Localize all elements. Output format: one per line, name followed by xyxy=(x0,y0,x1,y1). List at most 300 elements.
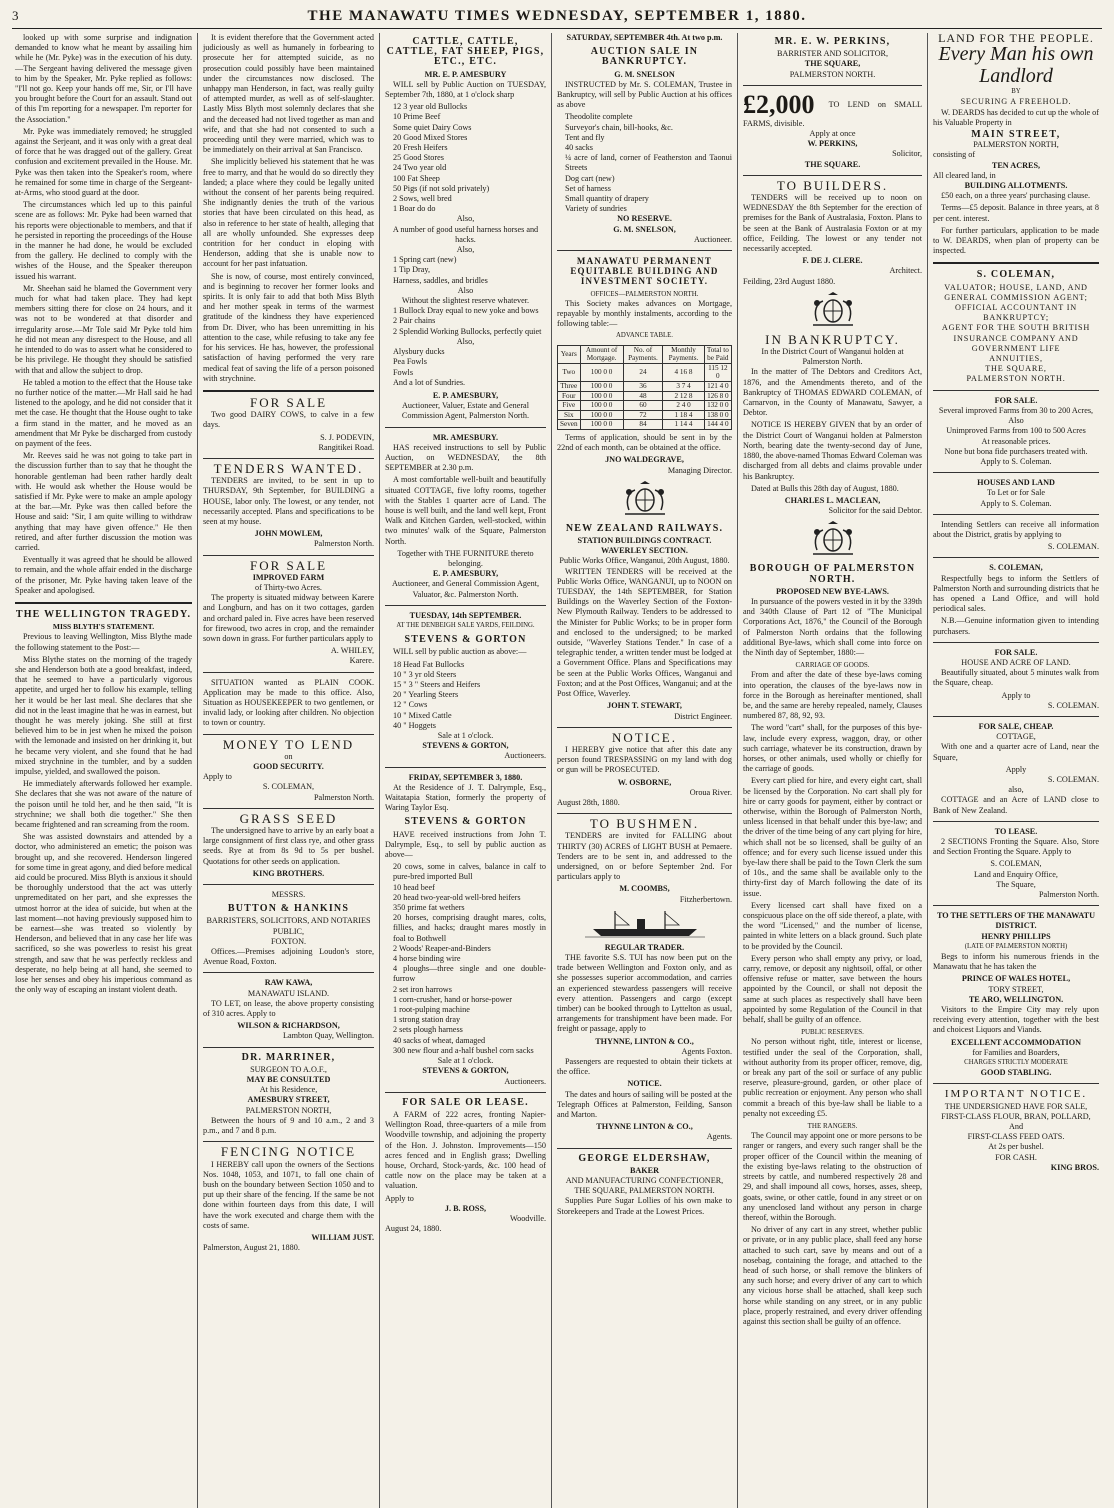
ad-body: Respectfully begs to inform the Settlers of Palmerston North and surrounding districts that he has opened a Land Office, and will hold periodical sales. xyxy=(933,573,1099,614)
list-item: Tent and fly xyxy=(565,132,605,142)
article-paragraph: Previous to leaving Wellington, Miss Blythe made the following statement to the Post:— xyxy=(15,632,192,652)
table-cell: 144 4 0 xyxy=(704,420,731,430)
divider xyxy=(933,557,1099,558)
divider xyxy=(203,1047,374,1048)
ad-line: THE UNDERSIGNED HAVE FOR SALE, xyxy=(944,1101,1088,1111)
ad-subheading: HENRY PHILLIPS xyxy=(981,931,1051,941)
ad-heading: FOR SALE. xyxy=(994,647,1038,657)
columns xyxy=(10,33,1104,1508)
ad-body: Passengers are requested to obtain their tickets at the office. xyxy=(557,1056,732,1077)
list-item: 40 " Hoggets xyxy=(393,720,436,730)
ad-heading: FOR SALE OR LEASE. xyxy=(402,1096,529,1108)
ad-signature: S. COLEMAN. xyxy=(1047,700,1099,710)
table-cell: Four xyxy=(558,391,581,401)
table-cell: 60 xyxy=(623,401,663,411)
ad-body: Dated at Bulls this 28th day of August, 1880. xyxy=(751,483,899,493)
ad-line: Sale at 1 o'clock. xyxy=(437,731,494,740)
list-item: 1 strong station dray xyxy=(393,1015,461,1025)
column-6 xyxy=(928,33,1104,1508)
ad-subheading: BAKER xyxy=(629,1165,660,1175)
ad-subheading: PROPOSED NEW BYE-LAWS. xyxy=(776,586,889,596)
divider xyxy=(743,85,922,86)
ad-line: TEN ACRES, xyxy=(991,160,1041,170)
table-cell: Three xyxy=(558,382,581,392)
table-cell: 100 0 0 xyxy=(580,410,623,420)
auctioneer-name: MR. AMESBURY. xyxy=(432,432,499,442)
ad-heading: S. COLEMAN, xyxy=(976,269,1056,281)
ad-place: PALMERSTON NORTH. xyxy=(789,69,876,79)
list-item: 350 prime fat wethers xyxy=(393,903,465,913)
divider xyxy=(557,727,732,728)
ad-heading: MONEY TO LEND xyxy=(222,736,355,752)
ad-heading: DR. MARRINER, xyxy=(241,1051,336,1063)
list-item: 1 Boar do do xyxy=(393,204,436,214)
ad-line: NO RESERVE. xyxy=(617,214,672,224)
list-item: 12 3 year old Bullocks xyxy=(393,102,468,112)
list-item: 4 horse binding wire xyxy=(393,954,461,964)
column-4 xyxy=(552,33,738,1508)
table-cell: 100 0 0 xyxy=(580,363,623,381)
divider xyxy=(933,262,1099,264)
divider xyxy=(203,555,374,556)
table-cell: Two xyxy=(558,363,581,381)
article-paragraph: He immediately afterwards followed her example. She declares that she was not aware of the nature of the poison until he told her, and he then said, "It is strychnine; we shall both die together." She then became frightened and ran screaming from the room. xyxy=(15,779,192,830)
ad-heading: NOTICE. xyxy=(612,729,677,745)
royal-arms-emblem xyxy=(615,480,675,520)
ad-place: Oroua River. xyxy=(689,787,732,797)
list-item: Harness, saddles, and bridles xyxy=(393,275,488,285)
divider xyxy=(933,472,1099,473)
loan-ad xyxy=(743,91,922,129)
list-item: 100 Fat Sheep xyxy=(393,173,440,183)
ad-place: Rangitikei Road. xyxy=(318,442,374,452)
list-item: Small quantity of drapery xyxy=(565,194,649,204)
ad-line: Without the slightest reserve whatever. xyxy=(401,296,530,306)
ad-body: Beautifully situated, about 5 minutes walk from the Square, cheap. xyxy=(933,668,1099,688)
article-paragraph: Mr. Pyke was immediately removed; he struggled against the Serjeant, and it was only with a great deal of force that he was dragged out of the gallery. Great confusion and excitement prevailed in the House. Mr. Pyke was then taken into the Speaker's room, where he remained for some time in charge of the Sergeant-at-Arms, who stood guard at the door. xyxy=(15,126,192,198)
ad-body: Two good DAIRY COWS, to calve in a few days. xyxy=(203,410,374,430)
ad-place: Lambton Quay, Wellington. xyxy=(283,1031,374,1041)
table-cell: Six xyxy=(558,410,581,420)
ad-body: INSTRUCTED by Mr. S. COLEMAN, Trustee in Bankruptcy, will sell by Public Auction at his offices as above xyxy=(557,79,732,110)
list-item: 300 new flour and a-half bushel corn sacks xyxy=(393,1045,534,1055)
ad-heading: FOR SALE xyxy=(249,394,328,410)
ad-body: TO LET, on lease, the above property consisting of 310 acres. Apply to xyxy=(203,998,374,1019)
ad-heading: GRASS SEED xyxy=(239,810,338,826)
divider xyxy=(933,1083,1099,1084)
table-header-row xyxy=(558,345,732,363)
table-cell: 100 0 0 xyxy=(580,382,623,392)
table-cell: 2 4 0 xyxy=(663,401,704,411)
list-item: Pea Fowls xyxy=(393,357,427,367)
ad-body: The undersigned have to arrive by an early boat a large consignment of first class rye, and other grass seeds. Rye at from 8s 9d to 5s per bushel. Quotations for other seeds on application. xyxy=(203,826,374,866)
article-paragraph: Mr. Sheehan said he blamed the Government very much for what had taken place. They had kept members sitting there for close on 24 hours, and it was not to be wondered at that disorder and irregularity arose.—Mr Tole said Mr Pyke told him he did not mean any disrespect to the House, and all he intended to do was to assert what he considered to be his privilege. He thought they should be satisfied with that and allow the subject to drop. xyxy=(15,283,192,375)
table-cell: 115 12 0 xyxy=(704,363,731,381)
ad-signature-title: Managing Director. xyxy=(667,465,732,475)
ad-line: INSURANCE COMPANY AND xyxy=(953,333,1079,343)
ad-line: TORY STREET, xyxy=(988,984,1044,994)
ad-line: SURGEON TO A.O.F., xyxy=(250,1064,327,1074)
ad-line: ANNUITIES, xyxy=(989,354,1043,364)
ad-heading: TO BUSHMEN. xyxy=(589,816,700,832)
ad-body: SITUATION wanted as PLAIN COOK. Application may be made to this office. Also, Situation as HOUSEKEEPER to two gentlemen, or invalid lady, or looking after children. No objection to town or country. xyxy=(203,677,374,728)
ad-body: In pursuance of the powers vested in it by the 339th and 340th Clause of Part 12 of "The Municipal Corporations Act, 1876," the Council of the Borough of Palmerston North ordains that the following additional Bye-laws, which shall come into force on the Ninth day of September, 1880:— xyxy=(743,596,922,657)
list-item: 2 set iron harrows xyxy=(393,984,452,994)
lot-list xyxy=(385,347,546,388)
ad-line: Public Works Office, Wanganui, 20th August, 1880. xyxy=(559,556,730,566)
ad-body: At the Residence of J. T. Dalrymple, Esq., Waitatapia Station, formerly the property of Waring Taylor Esq. xyxy=(385,782,546,813)
divider xyxy=(933,821,1099,822)
ad-body: With one and a quarter acre of Land, near the Square, xyxy=(933,742,1099,762)
ad-body: In the matter of The Debtors and Creditors Act, 1876, and the Amendments thereto, and of the Bankruptcy of THOMAS EDWARD COLEMAN, of Carnarvon, in the County of Manawatu, Sawyer, a Debtor. xyxy=(743,367,922,418)
ad-subheading: of Thirty-two Acres. xyxy=(255,582,322,592)
ad-signature: STEVENS & GORTON, xyxy=(422,741,509,751)
ad-signature-title: Auctioneers. xyxy=(504,751,546,761)
table-cell: 2 12 8 xyxy=(663,391,704,401)
ad-subheading: AND MANUFACTURING CONFECTIONER, xyxy=(565,1176,724,1186)
ad-heading: NEW ZEALAND RAILWAYS. xyxy=(565,522,724,534)
column-2 xyxy=(198,33,380,1508)
ad-line: Also, xyxy=(456,214,475,224)
ad-heading: S. COLEMAN, xyxy=(989,563,1043,573)
ad-line: GOOD STABLING. xyxy=(980,1068,1052,1078)
ad-heading: FOR SALE. xyxy=(994,395,1038,405)
list-item: Fowls xyxy=(393,367,414,377)
list-item: 1 Spring cart (new) xyxy=(393,255,457,265)
column-3 xyxy=(380,33,552,1508)
list-item: 10 " 3 yr old Steers xyxy=(393,669,457,679)
ad-body: The Council may appoint one or more persons to be ranger or rangers, and every such ranger shall be the proper officer of the Council within the meaning of the existing bye-laws relating to the obstruction of streets by cattle, and numbered respectively 28 and 29, and shall impound all cows, horses, asses, sheep, goats, swine, or other cattle, found in any street or on any unenclosed land without any person in charge thereof, within the Borough. xyxy=(743,1131,922,1222)
article-paragraph: It is evident therefore that the Government acted judiciously as well as humanely in forbearing to prosecute her for attempted suicide, as no prosecution could possibly have been maintained under the circumstances now disclosed. The unhappy man Henderson, in fact, was really guilty of attempted murder, as well as of self-slaughter. Lastly Miss Blyth most solemnly declares that she and the deceased had not lived together as man and wife, and that she had not consented to such a proceeding until they were married, which was to be immediately on their arrival at San Francisco. xyxy=(203,33,374,155)
ad-heading: RAW KAWA, xyxy=(264,978,313,988)
divider xyxy=(203,808,374,809)
ad-heading: LAND FOR THE PEOPLE. xyxy=(938,33,1094,45)
ad-line: AMESBURY STREET, xyxy=(247,1095,330,1105)
ad-signature-title: Auctioneers. xyxy=(504,1076,546,1086)
auctioneer-name: STEVENS & GORTON xyxy=(404,634,527,646)
list-item: 15 " 3 " Steers and Heifers xyxy=(393,679,481,689)
ad-date: Palmerston, August 21, 1880. xyxy=(203,1243,300,1253)
ad-body: From and after the date of these bye-laws coming into operation, the clauses of the bye-laws now in force in the Borough as hereinafter mentioned, shall be, and the same are hereby repealed, namely, Clauses numbered 87, 88, 92, 93. xyxy=(743,670,922,721)
list-item: 10 head beef xyxy=(393,882,435,892)
ad-line: PALMERSTON NORTH, xyxy=(973,140,1059,150)
ad-body: Terms—£5 deposit. Balance in three years, at 8 per cent. interest. xyxy=(933,203,1099,223)
table-row xyxy=(558,382,732,392)
ad-line: CHARGES STRICTLY MODERATE xyxy=(964,1059,1068,1067)
ad-body: Offices.—Premises adjoining Loudon's store, Avenue Road, Foxton. xyxy=(203,947,374,967)
list-item: Dog cart (new) xyxy=(565,173,615,183)
ad-line: MESSRS. xyxy=(271,890,306,900)
list-item: 20 horses, comprising draught mares, colts, fillies, and hacks; draught mares mostly in foal to Bothwell xyxy=(393,913,546,943)
divider xyxy=(203,972,374,973)
ad-body: NOTICE IS HEREBY GIVEN that by an order of the District Court of Wanganui holden at Palmerston North, bearing date the twenty-second day of June, 1880, the above-named Thomas Edward Coleman was discharged from all debts and claims provable under his Bankruptcy. xyxy=(743,420,922,481)
ad-line: Land and Enquiry Office, xyxy=(974,869,1058,879)
list-item: 12 " Cows xyxy=(393,700,428,710)
ad-body: COTTAGE and an Acre of LAND close to Bank of New Zealand. xyxy=(933,795,1099,815)
list-item: 10 " Mixed Cattle xyxy=(393,710,452,720)
lot-list xyxy=(385,660,546,731)
loan-amount: £2,000 xyxy=(743,89,815,119)
ad-line: Several improved Farms from 30 to 200 Acres, xyxy=(938,405,1094,415)
ad-body: Begs to inform his numerous friends in the Manawatu that he has taken the xyxy=(933,952,1099,972)
list-item: 20 Fresh Heifers xyxy=(393,143,448,153)
ad-line: VALUATOR; HOUSE, LAND, AND xyxy=(944,282,1088,292)
ad-line: on xyxy=(284,751,293,761)
ad-heading: TUESDAY, 14th SEPTEMBER. xyxy=(409,610,522,620)
ad-signature: E. P. AMESBURY, xyxy=(432,569,499,579)
ad-signature: KING BROS. xyxy=(1050,1162,1099,1172)
ad-heading: CATTLE, CATTLE, CATTLE, FAT SHEEP, PIGS, ETC., ETC. xyxy=(386,36,545,68)
ad-signature: S. COLEMAN. xyxy=(1047,774,1099,784)
ad-place: Palmerston North. xyxy=(1038,890,1099,900)
column-1 xyxy=(10,33,198,1508)
ad-line: Also xyxy=(457,285,474,295)
ad-line: BY xyxy=(1011,88,1021,96)
ad-body: Every cart plied for hire, and every eight cart, shall be licensed by the Corporation. No cart shall ply for hire or carry goods for payment, either by contract or otherwise, within the Borough of Palmerston North, unless licensed in that behalf under this bye-law; and the driver of the time being of any cart plying for hire, which shall not be so licensed, shall be guilty of an offence; and for every such license issued under this bye-law there shall be paid to the Town Clerk the sum of 10s., and the same shall be available only to the thirty-first day of March following the date of its issue. xyxy=(743,776,922,898)
list-item: 20 cows, some in calves, balance in calf to pure-bred imported Bull xyxy=(393,862,546,882)
ad-body: Terms of application, should be sent in by the 22nd of each month, can be obtained at the office. xyxy=(557,433,732,453)
ad-line: also, xyxy=(1008,785,1024,795)
ad-signature: S. COLEMAN, xyxy=(262,782,315,792)
ad-line: OFFICIAL ACCOUNTANT IN BANKRUPTCY; xyxy=(954,303,1078,323)
ad-signature-title: Auctioneer, and General Commission Agent, Valuator, &c. Palmerston North. xyxy=(391,579,539,599)
ad-line: Unimproved Farms from 100 to 500 Acres xyxy=(946,426,1086,436)
ad-signature: THYNNE, LINTON & CO., xyxy=(595,1036,694,1046)
table-cell: 48 xyxy=(623,391,663,401)
ad-subheading: OFFICES—PALMERSTON NORTH. xyxy=(590,289,699,298)
list-item: 40 sacks of wheat, damaged xyxy=(393,1035,486,1045)
table-header-cell: Amount of Mortgage. xyxy=(580,345,623,363)
ad-body: The dates and hours of sailing will be posted at the Telegraph Offices at Palmerston, Feilding, Sanson and Marton. xyxy=(557,1089,732,1119)
steamship-illustration xyxy=(585,909,705,939)
ad-line: FIRST-CLASS FLOUR, BRAN, POLLARD, xyxy=(941,1111,1091,1121)
ad-line: Apply at once xyxy=(809,129,856,139)
ad-line: EXCELLENT ACCOMMODATION xyxy=(950,1037,1082,1047)
ad-signature: KING BROTHERS. xyxy=(252,868,325,878)
list-item: 20 head two-year-old well-bred heifers xyxy=(393,892,521,902)
ad-line: THE SQUARE, xyxy=(804,59,861,69)
article-paragraph: She implicitly believed his statement that he was free to marry, and that he would do so directly they landed; a place where they could be legally united without the consent of her parents being required. She indignantly denies the truth of the various stories that have been circulated on this head, as also in reference to her state of health, alleging that all are wholly unfounded. She expresses deep contrition for her conduct in eloping with Henderson, adding that she is unable now to account for her past infatuation. xyxy=(203,157,374,269)
ad-subheading: WAVERLEY SECTION. xyxy=(601,546,688,556)
ad-heading: REGULAR TRADER. xyxy=(604,942,685,952)
divider xyxy=(557,250,732,251)
divider xyxy=(557,1148,732,1149)
ad-line: Sale at 1 o'clock. xyxy=(437,1056,494,1066)
ad-body: I HEREBY give notice that after this date any person found TRESPASSING on my land with dog or gun will be PROSECUTED. xyxy=(557,744,732,775)
ad-subheading: STATION BUILDINGS CONTRACT. xyxy=(577,536,712,546)
ad-body: WILL sell by Public Auction on TUESDAY, September 7th, 1880, at 1 o'clock sharp xyxy=(385,79,546,100)
ad-subheading: SECURING A FREEHOLD. xyxy=(960,97,1072,107)
ad-heading: HOUSES AND LAND xyxy=(977,478,1055,488)
ad-body: The property is situated midway between Karere and Longburn, and has on it two cottages, garden and orchard paled in. Five acres have been reserved for firewood, two acres in crop, and the remainder sown down in grass. For further particulars apply to xyxy=(203,593,374,643)
ad-line: (LATE OF PALMERSTON NORTH) xyxy=(964,942,1068,950)
ad-signature-title: Auctioneer, Valuer, Estate and General Commission Agent, Palmerston North. xyxy=(401,401,530,421)
table-cell: 121 4 0 xyxy=(704,382,731,392)
ad-place: FOXTON. xyxy=(270,936,307,946)
ad-heading: FOR SALE, CHEAP. xyxy=(978,721,1054,731)
ad-subheading: HOUSE AND ACRE OF LAND. xyxy=(961,657,1071,667)
royal-arms-emblem xyxy=(803,291,863,331)
ad-signature: JOHN MOWLEM, xyxy=(254,529,323,539)
ad-heading: TO THE SETTLERS OF THE MANAWATU DISTRICT. xyxy=(936,911,1096,931)
ad-body: No person without right, title, interest or license, testified under the seal of the Corporation, shall, without authority from its proper officer, remove, dig, or break any part of the soil or surface of any public reserve, pleasure-ground, garden, or other place of public recreation or enjoyment. Any person who shall commit a breach of this bye-law shall be liable to a penalty not exceeding £5. xyxy=(743,1037,922,1118)
ad-line: A number of good useful harness horses and hacks. xyxy=(392,224,539,244)
ad-subheading: COTTAGE, xyxy=(996,732,1036,742)
ad-signature: W. OSBORNE, xyxy=(617,777,672,787)
ad-date: Feilding, 23rd August 1880. xyxy=(743,276,836,286)
section-heading: PUBLIC RESERVES. xyxy=(801,1028,864,1037)
ad-body: TENDERS will be received up to noon on WEDNESDAY the 8th September for the erection of premises for the Bank of Australasia, Foxton. Plans to be seen at the Bank of Australasia Foxton or at my office, Feilding. The lowest or any tender not necessarily accepted. xyxy=(743,193,922,254)
ad-line: Apply to S. Coleman. xyxy=(980,498,1052,508)
ad-body: No driver of any cart in any street, whether public or private, or in any public place, shall feed any horse attached to such cart, save by means and out of a nosebag, containing the forage, and attached to the head of such horse, or shall remove the blinkers of any such horse; and every driver of any cart to which any vicious horse shall be attached, shall keep such horse while standing on any street, or in any public place, properly restrained, and every driver offending against this section shall be guilty of an offence. xyxy=(743,1225,922,1326)
section-heading: THE RANGERS. xyxy=(807,1122,858,1131)
ad-line: PALMERSTON NORTH, xyxy=(245,1105,332,1115)
article-paragraph: Eventually it was agreed that he should be allowed to remain, and the whole affair ended in the discharge of the prisoner, Mr. Pyke having taken leave of the Speaker and apologised. xyxy=(15,555,192,595)
ad-heading: BOROUGH OF PALMERSTON NORTH. xyxy=(749,563,916,585)
ad-line: Apply to xyxy=(385,1193,414,1203)
ad-body: Visitors to the Empire City may rely upon receiving every attention, together with the best and choicest Liquors and Viands. xyxy=(933,1005,1099,1035)
article-paragraph: He tabled a motion to the effect that the House take no further notice of the matter.—Mr Hall said he had listened to the apology, and he did not consider that it met the case. He thought that the House ought to take a firm stand in the matter, and he moved as an amendment that Mr Pyke be discharged from custody on payment of the fees. xyxy=(15,377,192,448)
ad-heading: MR. E. W. PERKINS, xyxy=(774,36,891,47)
ad-body: HAS received instructions to sell by Public Auction, on WEDNESDAY, the 8th SEPTEMBER at 2.30 p.m. xyxy=(385,442,546,473)
list-item: And a lot of Sundries. xyxy=(393,377,466,387)
divider xyxy=(203,390,374,392)
ad-signature: F. DE J. CLERE. xyxy=(802,256,863,266)
ad-signature: WILLIAM JUST. xyxy=(311,1232,374,1242)
ad-line: PALMERSTON NORTH. xyxy=(966,374,1066,384)
divider xyxy=(385,427,546,428)
table-row xyxy=(558,363,732,381)
page-number: 3 xyxy=(12,8,19,23)
table-cell: 72 xyxy=(623,410,663,420)
ad-line: AGENT FOR THE SOUTH BRITISH xyxy=(941,323,1091,333)
lot-list xyxy=(385,102,546,214)
ad-heading: SATURDAY, SEPTEMBER 4th. At two p.m. xyxy=(566,33,723,42)
ad-line: And xyxy=(1008,1122,1024,1132)
divider xyxy=(385,605,546,606)
table-cell: 1 18 4 xyxy=(663,410,704,420)
ad-body: This Society makes advances on Mortgage, repayable by monthly instalments, according to the following table:— xyxy=(557,298,732,329)
article-paragraph: Mr. Reeves said he was not going to take part in the discussion further than to say that he thought the honorable gentleman had been rather hardly dealt with. He would ask whether the House would be satisfied if Mr. Pyke were to make an ample apology at the bar.—Mr. Pyke was then called before the House and said: "Sir, I am quite willing to withdraw anything that may have given offence." He then retired, and after further discussion the motion was carried. xyxy=(15,451,192,552)
list-item: Surveyor's chain, bill-hooks, &c. xyxy=(565,122,673,132)
ad-line: FIRST-CLASS FEED OATS. xyxy=(967,1132,1065,1142)
table-row xyxy=(558,391,732,401)
ad-line: None but bona fide purchasers treated with. xyxy=(944,446,1088,456)
ad-line: GOOD SECURITY. xyxy=(253,762,324,771)
list-item: 2 Splendid Working Bullocks, perfectly quiet xyxy=(393,326,542,336)
divider xyxy=(203,734,374,735)
ad-body: WRITTEN TENDERS will be received at the Public Works Office, WANGANUI, up to NOON on TUESDAY, the 14th SEPTEMBER, for Station Buildings on the Waverley Section of the Foxton-New Plymouth Railway. Tenders to be addressed to the Minister for Public Works; to be in proper form and enclosed to the undersigned; to be marked outside, "Waverley Stations Tender." In case of a telegraphic tender, a written tender must be lodged at a Government Office. Plans and Specifications may be seen at the Public Works Offices, Wanganui and Foxton; and at the Post Offices, Wanganui; and at the Post Office, Waverley. xyxy=(557,566,732,699)
table-row xyxy=(558,420,732,430)
ad-place: Woodville. xyxy=(510,1213,546,1223)
divider xyxy=(933,390,1099,391)
ad-line: FOR CASH. xyxy=(995,1152,1037,1162)
ad-line: TE ARO, WELLINGTON. xyxy=(968,994,1064,1004)
article-paragraph: looked up with some surprise and indignation demanded to know what he meant by assailing him while he (Mr. Pyke) was in the execution of his duty.—The Sergeant having delivered the message given to him by the Speaker, Mr. Pyke replied as follows: "I'll not go. Keep your hands off me, Sir, or I'll have you brought before the Court for an assault. Stand out of this I'm reporting for a newspaper. I'm reporter for the Association." xyxy=(15,33,192,124)
table-row xyxy=(558,410,732,420)
list-item: Some quiet Dairy Cows xyxy=(393,122,472,132)
table-row xyxy=(558,401,732,411)
divider xyxy=(933,642,1099,643)
ad-subheading: NOTICE. xyxy=(627,1079,662,1089)
list-item: 10 Prime Beef xyxy=(393,112,441,122)
table-header-cell: Years xyxy=(558,345,581,363)
ad-signature: M. COOMBS, xyxy=(619,884,670,894)
table-header-cell: Total to be Paid xyxy=(704,345,731,363)
article-paragraph: The circumstances which led up to this painful scene are as follows: Mr. Pyke had been warned that his reports were objectionable to members, and that if he persisted in reporting the proceedings of the House in the manner he had done, he would be excluded from the gallery. He declined to comply with the wishes of the House, and the Speaker thereupon issued his warrant. xyxy=(15,200,192,281)
ad-subheading: AT THE DENBEIGH SALE YARDS, FEILDING. xyxy=(396,621,535,629)
divider xyxy=(933,514,1099,515)
ad-place: Palmerston North. xyxy=(313,792,374,802)
ad-body: W. DEARDS has decided to cut up the whole of his Valuable Property in xyxy=(933,107,1099,127)
ad-line: All cleared land, in xyxy=(933,170,996,180)
ad-heading: AUCTION SALE IN BANKRUPTCY. xyxy=(590,46,699,68)
list-item: 50 Pigs (if not sold privately) xyxy=(393,183,490,193)
column-5 xyxy=(738,33,928,1508)
table-header-cell: Monthly Payments. xyxy=(663,345,704,363)
table-body xyxy=(558,363,732,429)
ad-line: Apply to S. Coleman. xyxy=(980,456,1052,466)
ad-body: HAVE received instructions from John T. Dalrymple, Esq., to sell by public auction as above— xyxy=(385,829,546,860)
ad-heading: TO BUILDERS. xyxy=(776,177,889,193)
list-item: Theodolite complete xyxy=(565,112,633,122)
ad-line: for Families and Boarders, xyxy=(972,1047,1060,1057)
auctioneer-name: G. M. SNELSON xyxy=(614,69,675,79)
ad-signature: S. J. PODEVIN, xyxy=(320,432,374,442)
ad-place: Fitzherbertown. xyxy=(679,894,732,904)
ad-body: A FARM of 222 acres, fronting Napier-Wellington Road, three-quarters of a mile from Woodville township, and adjoining the property of the Hon. J. Johnston. Improvements—150 acres fenced and in English grass; Dwelling house, Orchard, Stock-yards, &c. 100 head of cattle now on the place may be taken at a valuation. xyxy=(385,1109,546,1191)
ad-line: Also, xyxy=(456,245,475,255)
lot-list xyxy=(385,255,546,286)
divider xyxy=(557,813,732,814)
ad-subheading: In the District Court of Wanganui holden at Palmerston North. xyxy=(761,347,904,367)
divider xyxy=(15,602,192,604)
list-item: 40 sacks xyxy=(565,143,593,153)
table-header-cell: No. of Payments. xyxy=(623,345,663,363)
table-cell: 100 0 0 xyxy=(580,391,623,401)
ad-display-heading: Every Man his own Landlord xyxy=(938,43,1094,88)
ad-subheading: BARRISTERS, SOLICITORS, AND NOTARIES PUBLIC, xyxy=(206,916,371,936)
lot-list xyxy=(385,862,546,1056)
ad-heading: GEORGE ELDERSHAW, xyxy=(578,1152,711,1164)
ad-body: N.B.—Genuine information given to intending purchasers. xyxy=(933,616,1099,636)
loan-text: TO LEND on SMALL FARMS, divisible. xyxy=(743,99,923,128)
ad-body: WILL sell by public auction as above:— xyxy=(393,647,527,657)
ad-body: I HEREBY call upon the owners of the Sections Nos. 1048, 1053, and 1071, to fall one chain of bush on the boundary between Section 1050 and to put up their share of the fencing. If the same be not done within fourteen days from this date, I will have the work executed and charge them with the costs of same. xyxy=(203,1159,374,1230)
section-heading: CARRIAGE OF GOODS. xyxy=(795,661,870,670)
ad-signature: S. COLEMAN, xyxy=(990,859,1042,869)
ad-signature: STEVENS & GORTON, xyxy=(422,1066,509,1076)
ad-signature: W. PERKINS, xyxy=(807,139,858,149)
table-cell: 1 14 4 xyxy=(663,420,704,430)
ad-signature-title: Agents. xyxy=(706,1132,732,1142)
list-item: 20 Good Mixed Stores xyxy=(393,132,468,142)
ad-line: Also xyxy=(1008,416,1024,426)
ad-line: Also, xyxy=(456,336,475,346)
list-item: 2 sets plough harness xyxy=(393,1025,463,1035)
royal-arms-emblem xyxy=(803,520,863,560)
table-cell: 132 0 0 xyxy=(704,401,731,411)
ad-body: The word "cart" shall, for the purposes of this bye-law, include every express, waggon, dray, or other such carriage, whatever be its construction, drawn by horses, or other animals, used wholly or chiefly for the carriage of goods. xyxy=(743,723,922,774)
table-cell: 100 0 0 xyxy=(580,401,623,411)
article-paragraph: She is now, of course, most entirely convinced, and is beginning to recover her former looks and spirits. It is only fair to add that both Miss Blyth and her mother speak in terms of the warmest gratitude of the kindness they have experienced from Dr. Diver, who has been unremitting in his attention to the case, while refusing to take any fee for his services. He has, however, the professional satisfaction of having performed the very rare medical feat of saving the life of a person poisoned with strychnine. xyxy=(203,271,374,383)
list-item: 1 root-pulping machine xyxy=(393,1005,470,1015)
ad-heading: TO LEASE. xyxy=(994,826,1038,836)
divider xyxy=(385,767,546,768)
ad-subheading: IMPROVED FARM xyxy=(252,572,325,582)
article-paragraph: She was assisted downstairs and attended by a doctor, who administered an emetic; the poison was brought up, and she recovered. Henderson lingered for some time in great agony, and died before medical aid could be procured. Miss Blyth is anxious it should be thoroughly understood that the act was utterly unpremeditated on her part, and she expresses the utmost horror at the idea of suicide, but when at the last moment—not having previously supposed him to be earnest—she was treated so violently by Henderson, and believed that in any case her life was sacrificed, so she was powerless to resist his great strength, and saw that he was perfectly reckless and desperate, no help being at all hand, she seemed to lose her senses and obey his imperious command as the only way of escaping an instant violent death. xyxy=(15,832,192,995)
ad-heading: MANAWATU PERMANENT EQUITABLE BUILDING AND INVESTMENT SOCIETY. xyxy=(570,256,719,287)
